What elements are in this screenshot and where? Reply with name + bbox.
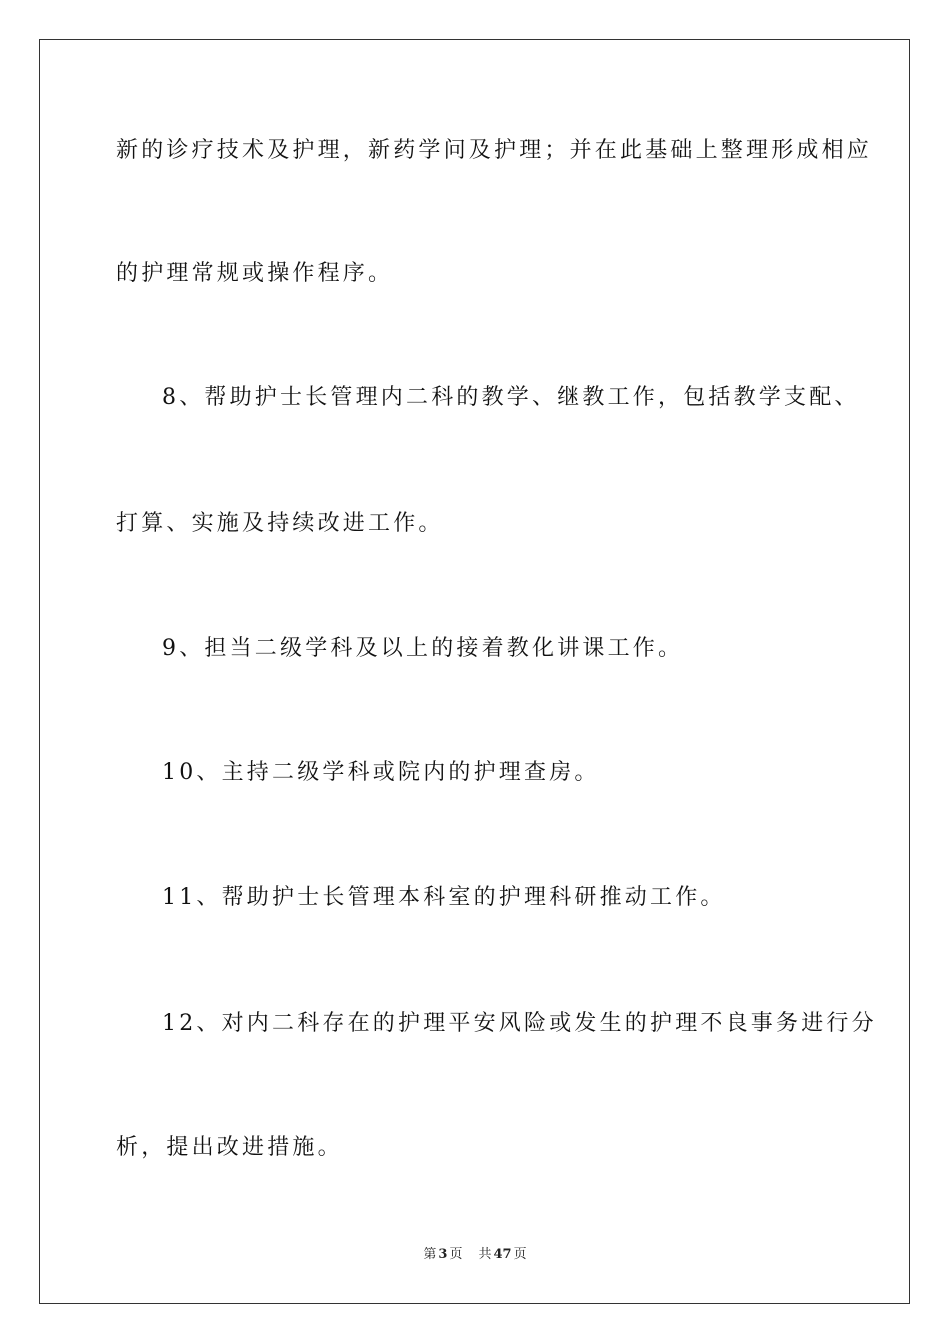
total-suffix: 页	[513, 1247, 527, 1262]
paragraph-12-line-2: 析，提出改进措施。	[116, 1135, 343, 1160]
paragraph-8-line-2: 打算、实施及持续改进工作。	[116, 511, 444, 536]
paragraph-11: 11、帮助护士长管理本科室的护理科研推动工作。	[162, 885, 726, 910]
paragraph-10: 10、主持二级学科或院内的护理查房。	[162, 760, 600, 785]
paragraph-8-line-1: 8、帮助护士长管理内二科的教学、继教工作，包括教学支配、	[162, 385, 860, 410]
page-prefix: 第	[423, 1247, 437, 1262]
paragraph-9: 9、担当二级学科及以上的接着教化讲课工作。	[162, 636, 684, 661]
page-number: 3	[438, 1247, 448, 1262]
paragraph-7-line-1: 新的诊疗技术及护理，新药学问及护理；并在此基础上整理形成相应	[116, 138, 873, 163]
page-footer	[0, 1246, 950, 1264]
total-prefix: 共	[478, 1247, 492, 1262]
page-suffix: 页	[449, 1247, 463, 1262]
paragraph-7-line-2: 的护理常规或操作程序。	[116, 261, 394, 286]
total-pages: 47	[493, 1247, 512, 1262]
paragraph-12-line-1: 12、对内二科存在的护理平安风险或发生的护理不良事务进行分	[162, 1011, 877, 1036]
page-border	[39, 39, 910, 1304]
